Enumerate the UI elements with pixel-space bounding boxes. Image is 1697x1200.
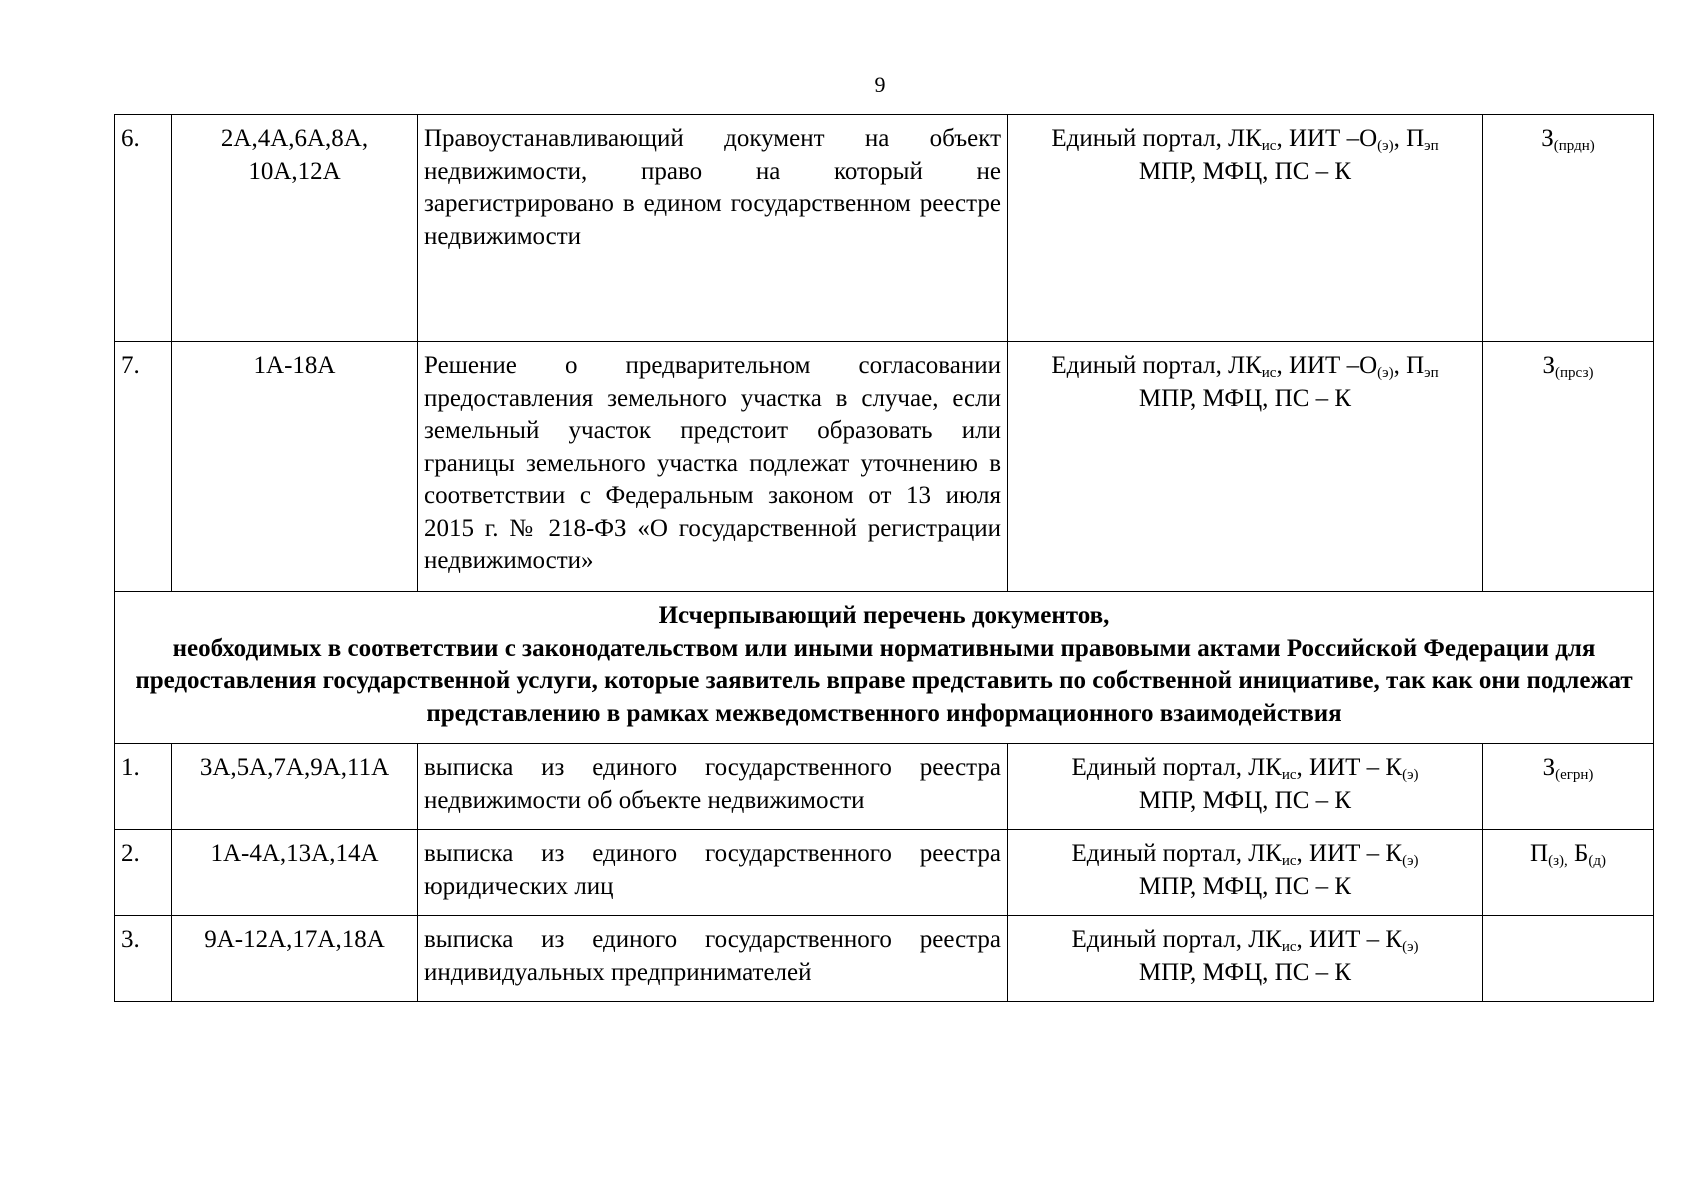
result-code: $З_{(прдн)}$	[1483, 115, 1654, 342]
documents-table	[114, 114, 1654, 1002]
section-header-row	[115, 592, 1654, 744]
applicant-codes: 2А,4А,6А,8А, 10А,12А	[172, 115, 418, 342]
document-description: выписка из единого государственного реестра недвижимости об объекте недвижимости	[418, 744, 1008, 830]
submission-channels: Единый портал, $ЛК_{ис}$, ИИТ – $К_{(э)}$ МПР, МФЦ, ПС – К	[1008, 916, 1483, 1002]
row-number: 3.	[115, 916, 172, 1002]
section-header	[115, 592, 1654, 744]
table-row	[115, 342, 1654, 592]
result-code: $П_{(з),}$ $Б_{(д)}$	[1483, 830, 1654, 916]
section-text: необходимых в соответствии с законодательством или иными нормативными правовыми актами Российской Федерации для предоставления государственной услуги, которые заявитель вправе представить по собственной инициативе, так как они подлежат представлению в рамках межведомственного информационного взаимодействия	[135, 634, 1633, 727]
submission-channels: Единый портал, $ЛК_{ис}$, ИИТ $-О_{(э)}$, $П_{эп}$ МПР, МФЦ, ПС – К	[1008, 342, 1483, 592]
table-row	[115, 830, 1654, 916]
applicant-codes: 9А-12А,17А,18А	[172, 916, 418, 1002]
table-row	[115, 916, 1654, 1002]
result-code: $З_{(егрн)}$	[1483, 744, 1654, 830]
document-description: Правоустанавливающий документ на объект недвижимости, право на который не зарегистрировано в едином государственном реестре недвижимости	[418, 115, 1008, 342]
row-number: 6.	[115, 115, 172, 342]
row-number: 2.	[115, 830, 172, 916]
result-code: $З_{(прсз)}$	[1483, 342, 1654, 592]
table-row	[115, 744, 1654, 830]
document-description: выписка из единого государственного реестра индивидуальных предпринимателей	[418, 916, 1008, 1002]
submission-channels: Единый портал, $ЛК_{ис}$, ИИТ – $К_{(э)}$ МПР, МФЦ, ПС – К	[1008, 830, 1483, 916]
submission-channels: Единый портал, $ЛК_{ис}$, ИИТ – $К_{(э)}$ МПР, МФЦ, ПС – К	[1008, 744, 1483, 830]
row-number: 1.	[115, 744, 172, 830]
section-title: Исчерпывающий перечень документов,	[658, 602, 1110, 629]
applicant-codes: 1А-18А	[172, 342, 418, 592]
document-description: Решение о предварительном согласовании предоставления земельного участка в случае, если земельный участок предстоит образовать или границы земельного участка подлежат уточнению в соответствии с Федеральным законом от 13 июля 2015 г. № 218-ФЗ «О государственной регистрации недвижимости»	[418, 342, 1008, 592]
row-number: 7.	[115, 342, 172, 592]
applicant-codes: 1А-4А,13А,14А	[172, 830, 418, 916]
result-code	[1483, 916, 1654, 1002]
table-row	[115, 115, 1654, 342]
page-number: 9	[874, 72, 886, 97]
applicant-codes: 3А,5А,7А,9А,11А	[172, 744, 418, 830]
document-description: выписка из единого государственного реестра юридических лиц	[418, 830, 1008, 916]
submission-channels: Единый портал, $ЛК_{ис}$, ИИТ $-О_{(э)}$, $П_{эп}$ МПР, МФЦ, ПС – К	[1008, 115, 1483, 342]
